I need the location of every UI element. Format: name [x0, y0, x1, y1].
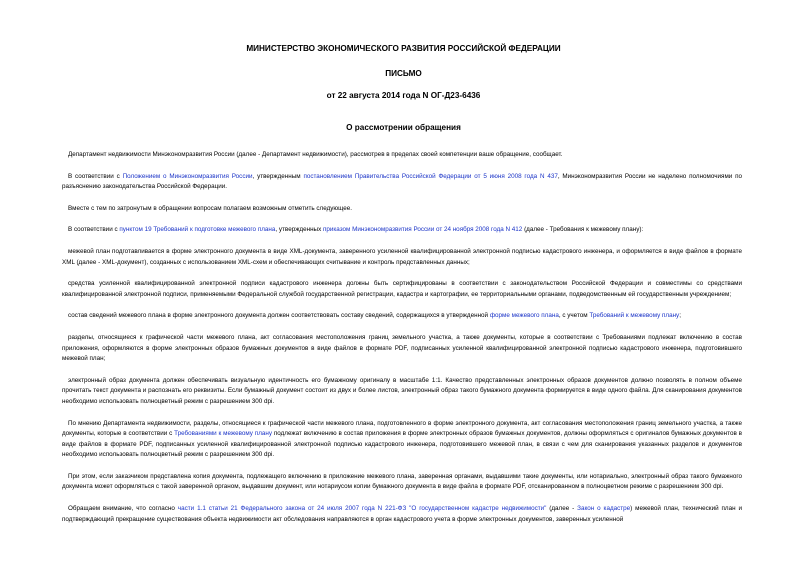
paragraph	[62, 172, 742, 193]
text-fragment: ;	[679, 312, 681, 320]
document-subject: О рассмотрении обращения	[346, 123, 461, 132]
paragraph	[62, 225, 742, 236]
paragraph	[62, 419, 742, 461]
paragraph	[62, 504, 742, 525]
text-fragment: Обращаем внимание, что согласно	[68, 505, 175, 513]
text-fragment: , с учетом	[558, 312, 588, 320]
text-fragment: подлежат включению в состав приложения в форме электронных образов бумажных документов, должны оформляться с оригиналов бумажных документов в виде файлов в формате PDF, подписанных усиленной квалифицированной электронной подписью кадастрового инженера, подготовившего межевой план, в связи с чем для сканирования указанных разделов и документов необходимо использовать полноцветный режим с разрешением 300 dpi.	[62, 430, 743, 459]
paragraph: Департамент недвижимости Минэкономразвития России (далее - Департамент недвижимости), рассмотрев в пределах своей компетенции ваше обращение, сообщает.	[68, 151, 563, 158]
ministry-heading: МИНИСТЕРСТВО ЭКОНОМИЧЕСКОГО РАЗВИТИЯ РОССИЙСКОЙ ФЕДЕРАЦИИ	[246, 44, 561, 53]
link-regulation-ministry[interactable]: Положением о Минэкономразвития России	[122, 172, 253, 180]
paragraph: При этом, если заказчиком представлена копия документа, подлежащего включению в приложение межевого плана, заверенная органами, выдавшими такие документы, или нотариально, электронный образ такого бумажного документа может оформляться с такой заверенной органом, выдавшим документ, или нотариусом копии бумажного документа в виде файла в формате PDF, отсканированном в полноцветном режиме с разрешением 300 dpi.	[62, 472, 742, 491]
text-fragment: (далее -	[549, 505, 575, 513]
text-fragment: По мнению Департамента недвижимости, разделы, относящиеся к графической части межевого плана, подготовленного в форме электронного документа, акт согласования местоположения границ земельного участка, а также документы, которые в соответствии с	[62, 419, 742, 438]
text-fragment: , утвержденных	[275, 226, 322, 234]
text-fragment: состав сведений межевого плана в форме электронного документа должен соответствовать составу сведений, содержащихся в утвержденной	[68, 312, 489, 320]
link-cadastre-law[interactable]: Закон о кадастре	[577, 505, 631, 513]
text-fragment: В соответствии с	[68, 172, 120, 180]
document-body	[62, 150, 742, 536]
link-boundary-plan-requirements[interactable]: Требований к межевому плану	[589, 312, 680, 320]
paragraph: средства усиленной квалифицированной электронной подписи кадастрового инженера должны быть сертифицированы в соответствии с законодательством Российской Федерации и совместимы со средствами квалифицированной электронной подписи, применяемыми Федеральной службой государственной регистрации, кадастра и картографии, ее территориальными органами, подведомственным ей государственным учреждением;	[62, 280, 742, 298]
link-requirements-item-19[interactable]: пунктом 19 Требований к подготовке межевого плана	[119, 226, 276, 234]
link-boundary-plan-requirements[interactable]: Требованиями к межевому плану	[174, 430, 272, 438]
paragraph: разделы, относящиеся к графической части межевого плана, акт согласования местоположения границ земельного участка, а также документы, которые в соответствии с Требованиями подлежат включению в состав приложения, оформляются в форме электронных образов бумажных документов в виде файлов в формате PDF, подписанных усиленной квалифицированной электронной подписью кадастрового инженера, подготовившего межевой план;	[62, 333, 742, 363]
link-order-412[interactable]: приказом Минэкономразвития России от 24 ноября 2008 года N 412	[322, 226, 523, 234]
link-federal-law-221[interactable]: части 1.1 статьи 21 Федерального закона от 24 июля 2007 года N 221-ФЗ "О государственном кадастре недвижимости"	[177, 505, 547, 513]
document-type: ПИСЬМО	[385, 69, 422, 78]
paragraph	[62, 311, 742, 322]
text-fragment: ) межевой план, технический план и подтверждающий прекращение существования объекта недвижимости акт обследования направляются в орган кадастрового учета в форме электронных документов, заверенных усиленной	[62, 505, 742, 523]
text-fragment: (далее - Требования к межевому плану):	[524, 226, 644, 234]
text-fragment: , Минэкономразвития России не наделено полномочиями по разъяснению законодательства Российской Федерации.	[62, 172, 743, 191]
paragraph: электронный образ документа должен обеспечивать визуальную идентичность его бумажному оригиналу в масштабе 1:1. Качество представленных электронных образов документов должно позволять в полном объеме прочитать текст документа и распознать его реквизиты. Если бумажный документ состоит из двух и более листов, электронный образ такого бумажного документа формируется в виде одного файла. Для сканирования документов необходимо использовать полноцветный режим с разрешением 300 dpi.	[62, 376, 742, 405]
paragraph: Вместе с тем по затронутым в обращении вопросам полагаем возможным отметить следующее.	[68, 204, 352, 212]
link-boundary-plan-form[interactable]: форме межевого плана	[489, 312, 559, 320]
paragraph: межевой план подготавливается в форме электронного документа в виде XML-документа, заверенного усиленной квалифицированной электронной подписью кадастрового инженера, и оформляется в виде файлов в формате XML (далее - XML-документ), созданных с использованием XML-схем и обеспечивающих считывание и контроль представленных данных;	[62, 247, 742, 266]
text-fragment: В соответствии с	[68, 226, 118, 234]
text-fragment: , утвержденным	[252, 172, 301, 180]
link-government-decree-437[interactable]: постановлением Правительства Российской Федерации от 5 июня 2008 года N 437	[303, 172, 558, 180]
document-date-number: от 22 августа 2014 года N ОГ-Д23-6436	[326, 91, 481, 100]
